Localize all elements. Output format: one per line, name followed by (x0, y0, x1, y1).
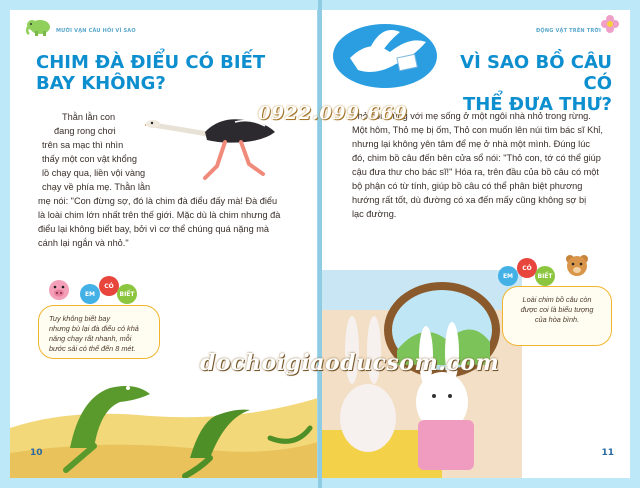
elephant-icon (26, 18, 52, 36)
paragraph-line: bộ phận có từ tính, giúp bồ câu có thể phân biệt phương (352, 181, 583, 191)
paragraph-line: chạy về phía mẹ. Thằn lằn (42, 182, 151, 192)
page-title (440, 52, 612, 115)
title-line: CHIM ĐÀ ĐIỂU CÓ BIẾT (36, 52, 266, 73)
flower-icon (600, 14, 620, 34)
story-paragraph (352, 109, 632, 221)
badge-co: CÓ (99, 276, 119, 296)
page-number: 10 (30, 448, 43, 458)
note-line: của hòa bình. (534, 315, 580, 324)
badge-biet: BIẾT (117, 284, 137, 304)
phone-overlay: 0922.099.669 (258, 103, 408, 124)
paragraph-line: cánh lại ngắn và nhỏ." (38, 238, 129, 248)
lizards-illustration (10, 358, 318, 488)
badge-biet: BIẾT (535, 266, 555, 286)
dove-illustration (330, 18, 440, 90)
note-line: bước sải có thể đến 8 mét. (49, 344, 136, 353)
note-line: được coi là biểu tượng (520, 305, 594, 314)
page-title (36, 52, 265, 94)
badge-em: EM (498, 266, 518, 286)
section-header: ĐỘNG VẬT TRÊN TRỜI (536, 28, 602, 34)
note-line: Tuy không biết bay (49, 314, 111, 323)
paragraph-line: đó, chim bồ câu đến bên cửa sổ nói: "Thỏ con, tớ có thể giúp (352, 153, 601, 163)
note-line: năng chạy rất nhanh, mỗi (49, 334, 132, 343)
title-line: BAY KHÔNG? (36, 73, 166, 94)
paragraph-line: cậu đưa thư cho bác sĩ!" Hóa ra, trên đầu của bồ câu có một (352, 167, 599, 177)
paragraph-line: lạc đường. (352, 209, 397, 219)
note-line: Loài chim bồ câu còn (522, 295, 592, 304)
right-page (322, 0, 640, 488)
paragraph-line: Thằn lằn con (62, 112, 116, 122)
paragraph-line: nhưng lại không yên tâm để mẹ ở nhà một mình. Đúng lúc (352, 139, 590, 149)
rabbits-window-illustration (322, 270, 522, 488)
note-line: nhưng bù lại đà điểu có khả (49, 324, 139, 333)
badge-em: EM (80, 284, 100, 304)
title-line: THỂ ĐƯA THƯ? (462, 94, 612, 115)
paragraph-line: thấy một con vật khổng (42, 154, 137, 164)
paragraph-line: điểu lại không biết bay, bởi vì cơ thể chúng quá nặng mà (38, 224, 269, 234)
paragraph-line: lồ chạy qua, liền vội vàng (42, 168, 146, 178)
paragraph-line: Một hôm, Thỏ mẹ bị ốm, Thỏ con muốn lên núi tìm bác sĩ Khỉ, (352, 125, 603, 135)
paragraph-line: mẹ nói: "Con đừng sợ, đó là chim đà điểu đấy mà! Đà điểu (38, 196, 278, 206)
fact-note (502, 286, 612, 346)
page-number: 11 (601, 448, 614, 458)
badge-co: CÓ (517, 258, 537, 278)
left-page (0, 0, 318, 488)
story-paragraph (38, 110, 302, 250)
bear-icon (564, 252, 590, 278)
paragraph-line: đang rong chơi (54, 126, 116, 136)
title-line: VÌ SAO BỒ CÂU CÓ (460, 52, 612, 94)
paragraph-line: là loài chim lớn nhất trên thế giới. Mặc dù là chim nhưng đà (38, 210, 281, 220)
paragraph-line: trên sa mạc thì nhìn (42, 140, 124, 150)
website-watermark: dochoigiaoducsom.com (200, 350, 500, 376)
pig-icon (46, 276, 72, 302)
paragraph-line: hướng rất tốt, dù đường có xa đến mấy cũng không sợ bị (352, 195, 587, 205)
paragraph-line: Thỏ con cùng với mẹ sống ở một ngôi nhà nhỏ trong rừng. (352, 111, 591, 121)
series-header: MƯỜI VẠN CÂU HỎI VÌ SAO (56, 28, 136, 34)
fact-note (38, 305, 160, 359)
